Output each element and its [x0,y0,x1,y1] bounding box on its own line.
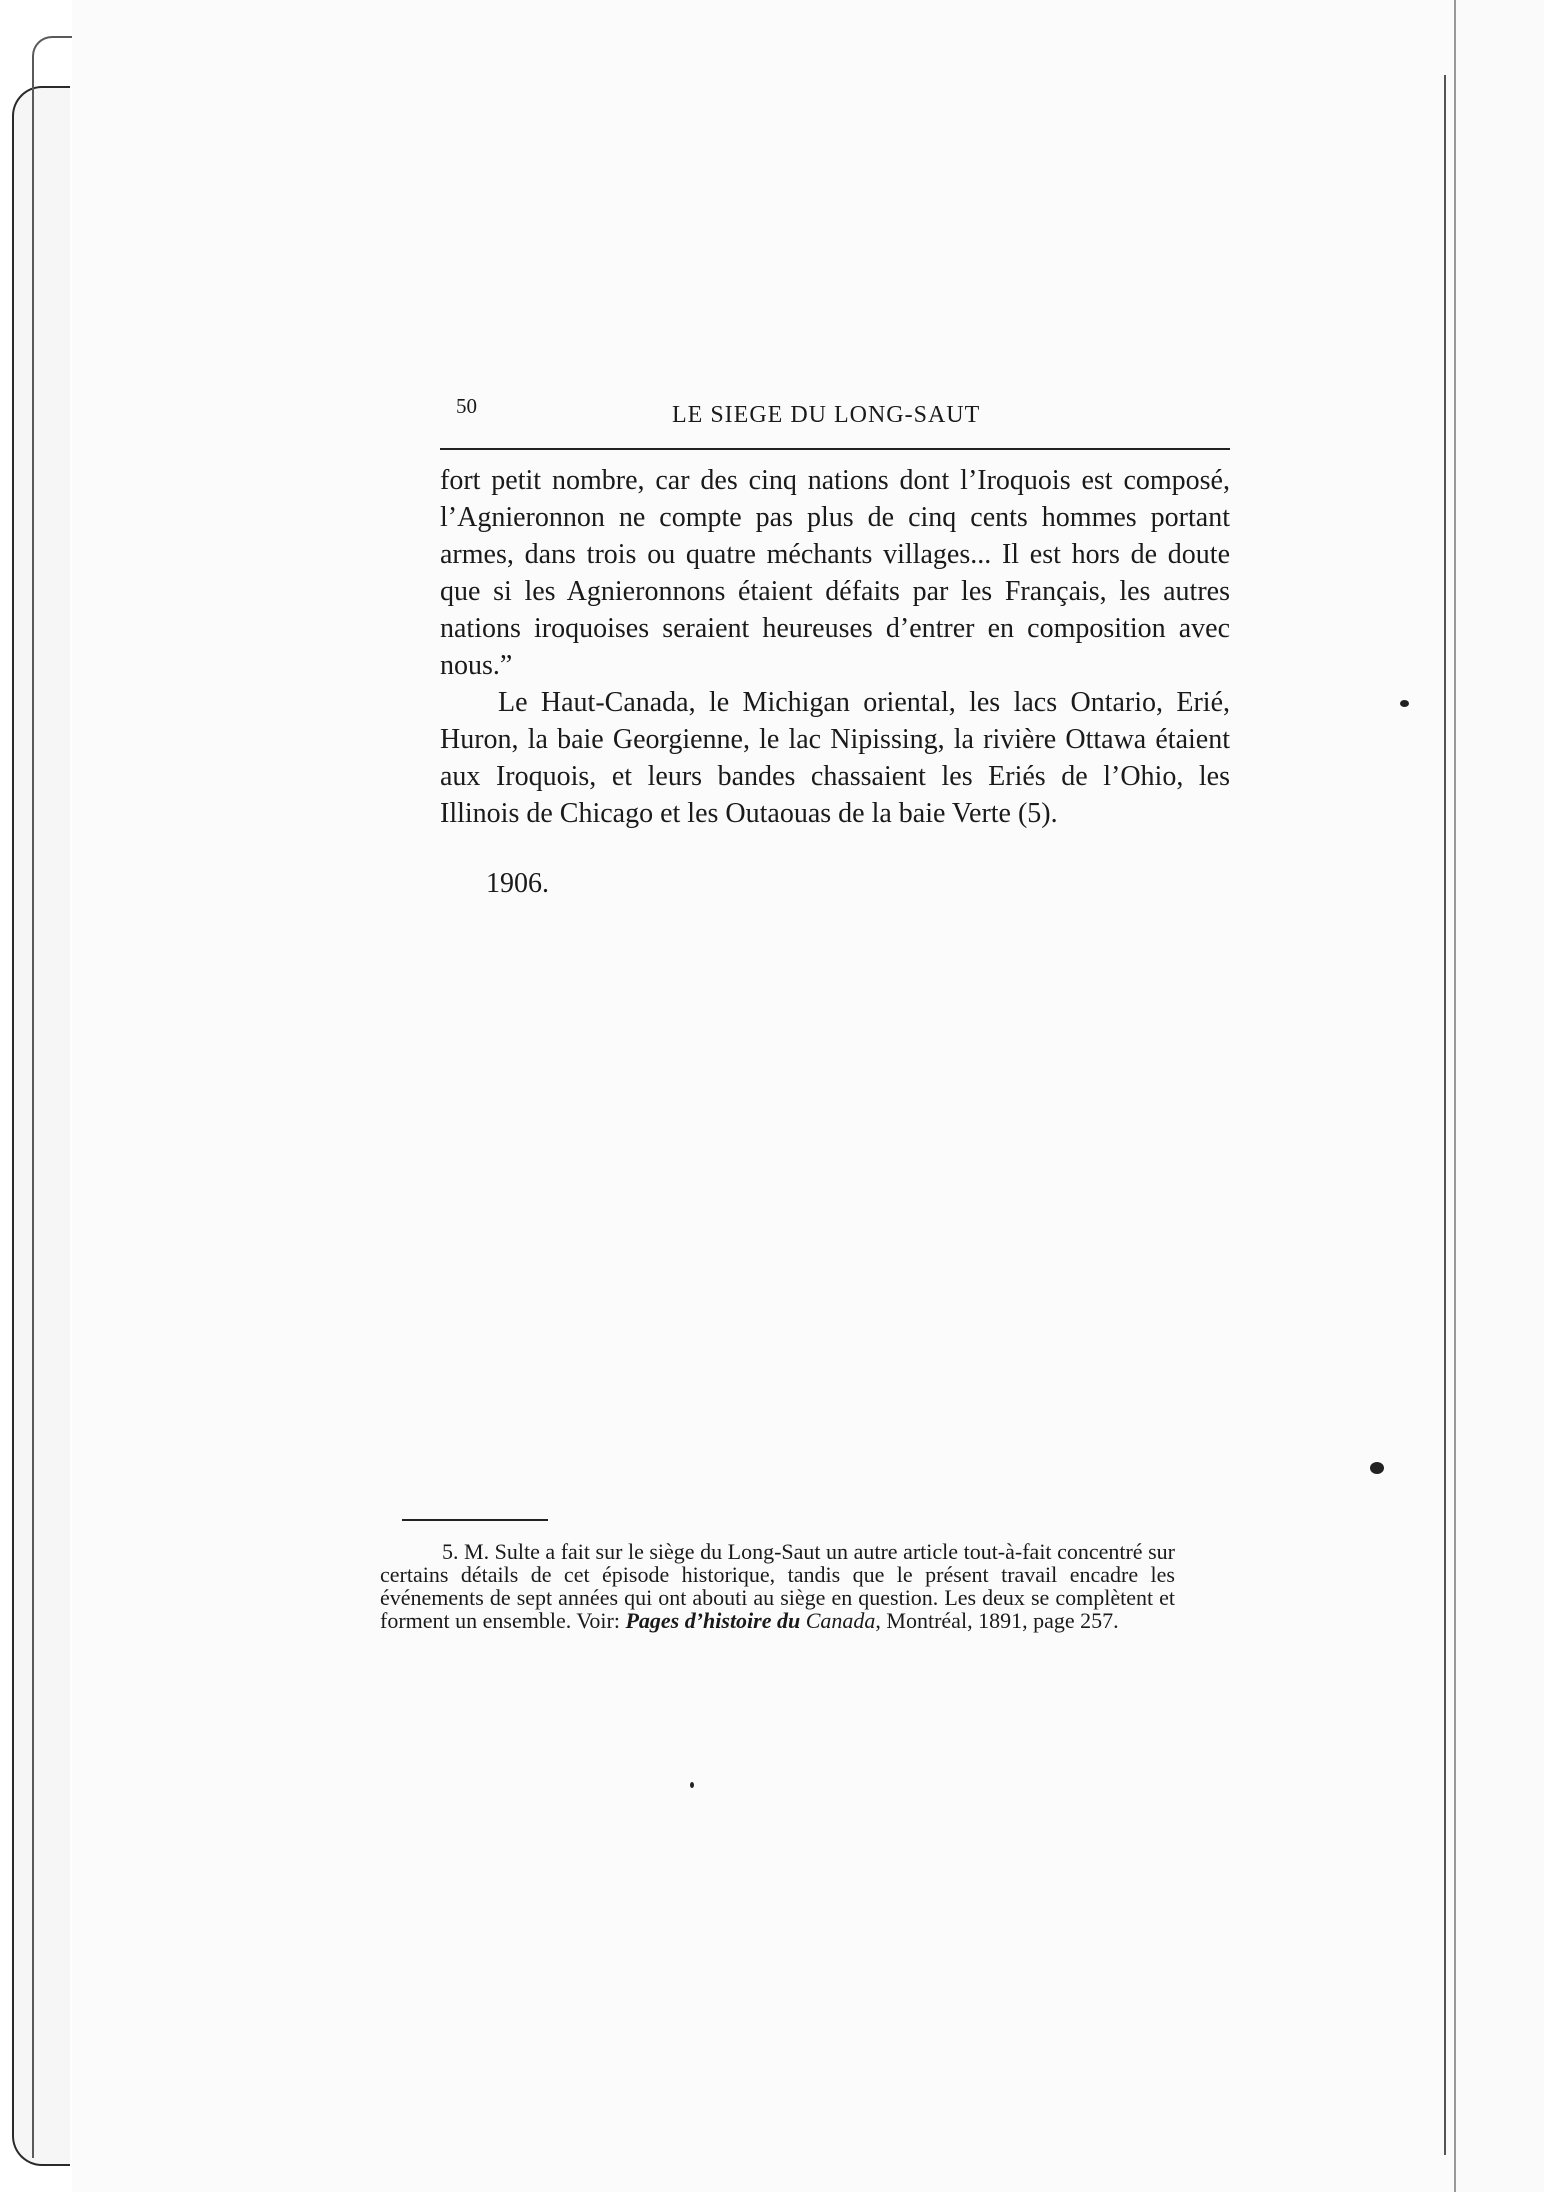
facing-page [1454,0,1544,2192]
running-title: LE SIEGE DU LONG-SAUT [672,402,981,428]
ink-speck [690,1782,694,1788]
footnote-rule [402,1519,548,1521]
page-number: 50 [456,394,477,418]
body-paragraph: Le Haut-Canada, le Michigan oriental, les lacs Ontario, Erié, Huron, la baie Georgienne, le lac Nipissing, la rivière Ottawa étaient aux Iroquois, et leurs bandes chassaient les Eriés de l’Ohio, les Illinois de Chicago et les Outaouas de la baie Verte (5). [440,687,1230,829]
footnote-citation: , Montréal, 1891, page 257. [875,1608,1119,1633]
date-line: 1906. [486,868,549,899]
body-text [440,462,1230,832]
footnote [380,1540,1175,1632]
footnote-body: 5. M. Sulte a fait sur le siège du Long-Saut un autre article tout-à-fait concentré sur certains détails de cet épisode historique, tandis que le présent travail encadre les événements de sept années qui ont abouti au siège en question. Les deux se complètent et forment un ensemble. Voir: [380,1539,1175,1633]
footnote-book-title: Pages d’histoire du [625,1608,801,1633]
body-paragraph: fort petit nombre, car des cinq nations dont l’Iroquois est composé, l’Agnieronnon ne compte pas plus de cinq cents hommes portant armes, dans trois ou quatre méchants villages... Il est hors de doute que si les Agnieronnons étaient défaits par les Français, les autres nations iroquoises seraient heureuses d’entrer en composition avec nous.” [440,465,1230,681]
footnote-text [380,1540,1175,1632]
page-fold-line [1444,75,1446,2155]
page-content [440,390,1230,900]
page-header [440,390,1230,450]
page-stack-inner-edge [32,36,74,2158]
ink-speck [1400,700,1409,707]
footnote-canada: Canada [805,1608,876,1633]
ink-speck [1370,1462,1384,1474]
book-page [72,0,1454,2192]
